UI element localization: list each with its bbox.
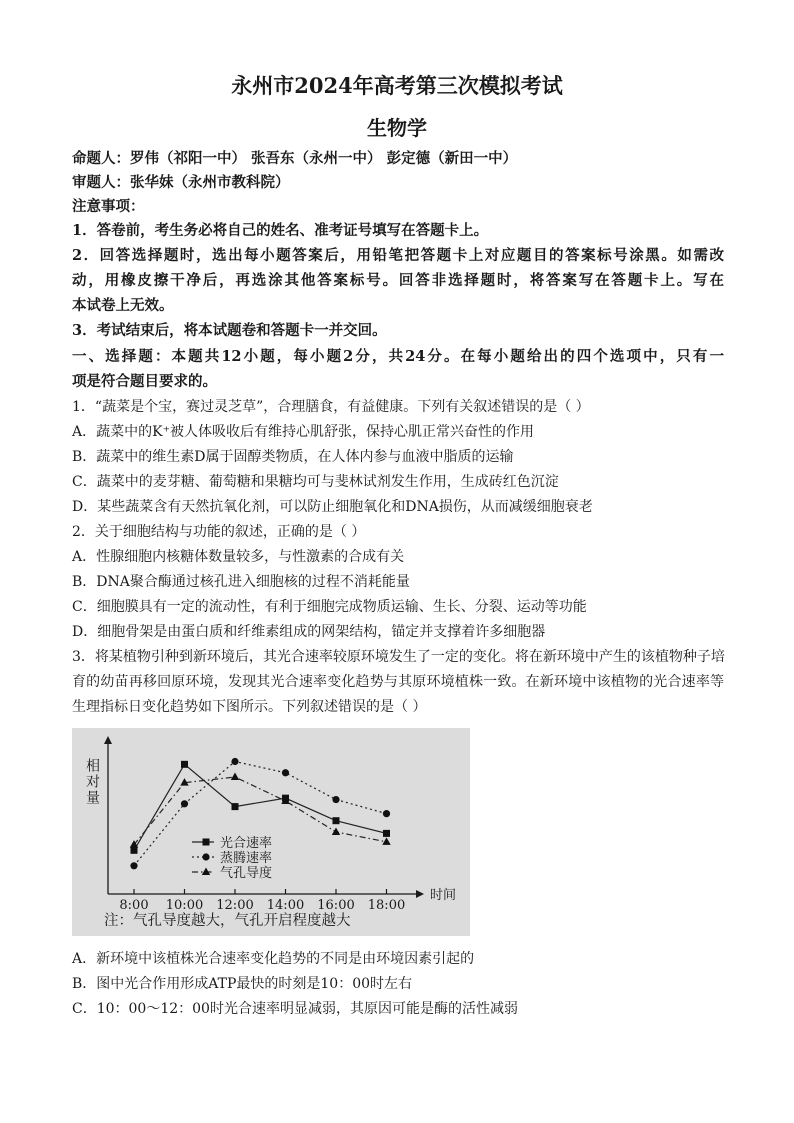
point-square [333,817,340,824]
point-square [232,803,239,810]
notice-item-1: 1．答卷前，考生务必将自己的姓名、准考证号填写在答题卡上。 [72,222,489,239]
legend-label: 气孔导度 [220,866,273,881]
y-axis-arrow [104,736,112,744]
q2-stem: 2．关于细胞结构与功能的叙述，正确的是（ ） [72,524,366,540]
legend-square [203,839,210,846]
q2-option-a: A．性腺细胞内核糖体数量较多，与性激素的合成有关 [72,549,405,565]
q3-option-a: A．新环境中该植株光合速率变化趋势的不同是由环境因素引起的 [72,951,475,967]
notice-item-2: 2．回答选择题时，选出每小题答案后，用铅笔把答题卡上对应题目的答案标号涂黑。如需改 [72,247,724,264]
legend-circle [202,853,209,860]
point-circle [282,769,289,776]
q1-option-c: C．蔬菜中的麦芽糖、葡萄糖和果糖均可与斐林试剂发生作用，生成砖红色沉淀 [72,474,559,490]
point-circle [332,796,339,803]
q3-option-c: C．10：00～12：00时光合速率明显减弱，其原因可能是酶的活性减弱 [72,1001,518,1017]
legend-label: 光合速率 [220,836,273,851]
y-axis-label: 相对量 [84,758,100,806]
subject-title: 生物学 [367,116,427,140]
q1-option-a: A．蔬菜中的K⁺被人体吸收后有维持心肌舒张，保持心肌正常兴奋性的作用 [72,424,534,440]
point-circle [181,800,188,807]
notice-heading: 注意事项： [72,198,145,215]
point-square [181,761,188,768]
point-triangle [332,827,340,835]
q2-option-b: B．DNA聚合酶通过核孔进入细胞核的过程不消耗能量 [72,574,410,590]
notice-item-3: 3．考试结束后，将本试题卷和答题卡一并交回。 [72,322,387,339]
x-tick-label: 14:00 [266,898,305,913]
q1-option-b: B．蔬菜中的维生素D属于固醇类物质，在人体内参与血液中脂质的运输 [72,449,514,465]
exam-title: 永州市2024年高考第三次模拟考试 [231,73,563,98]
section-heading-cont: 项是符合题目要求的。 [72,373,217,390]
q3-option-b: B．图中光合作用形成ATP最快的时刻是10：00时左右 [72,976,413,992]
x-tick-label: 10:00 [165,898,204,913]
q1-option-d: D．某些蔬菜含有天然抗氧化剂，可以防止细胞氧化和DNA损伤，从而减缓细胞衰老 [72,499,593,515]
x-tick-label: 16:00 [317,898,355,913]
legend-triangle [202,868,210,876]
point-circle [383,810,390,817]
x-tick-label: 8:00 [119,898,149,913]
notice-item-2-cont: 动，用橡皮擦干净后，再选涂其他答案标号。回答非选择题时，将答案写在答题卡上。写在 [72,272,724,289]
q3-stem-1: 3．将某植物引种到新环境后，其光合速率较原环境发生了一定的变化。将在新环境中产生的该植物种子培 [72,649,725,665]
point-triangle [382,837,390,845]
point-square [383,830,390,837]
legend-label: 蒸腾速率 [220,851,273,866]
point-circle [130,862,137,869]
point-square [131,847,138,854]
x-axis-label: 时间 [430,888,457,903]
q3-stem-2: 育的幼苗再移回原环境，发现其光合速率变化趋势与其原环境植株一致。在新环境中该植物的光合速率等 [72,674,724,690]
chart-note: 注：气孔导度越大，气孔开启程度越大 [104,913,351,929]
authors-line: 命题人：罗伟（祁阳一中） 张吾东（永州一中） 彭定德（新田一中） [72,150,518,167]
x-tick-label: 12:00 [216,898,254,913]
section-heading: 一、选择题：本题共12小题，每小题2分，共24分。在每小题给出的四个选项中，只有一 [72,348,724,365]
point-triangle [231,773,239,781]
line-chart [72,728,470,936]
q2-option-d: D．细胞骨架是由蛋白质和纤维素组成的网架结构，锚定并支撑着许多细胞器 [72,624,546,640]
reviewer-line: 审题人：张华妹（永州市教科院） [72,174,290,191]
q3-stem-3: 生理指标日变化趋势如下图所示。下列叙述错误的是（ ） [72,699,427,715]
point-circle [231,758,238,765]
q1-stem: 1．“蔬菜是个宝，赛过灵芝草”，合理膳食，有益健康。下列有关叙述错误的是（ ） [72,399,590,415]
x-tick-label: 18:00 [367,898,406,913]
notice-item-2-end: 本试卷上无效。 [72,297,174,314]
series-line-2 [134,777,387,845]
x-axis-arrow [416,890,424,898]
chart-figure [72,728,470,936]
q2-option-c: C．细胞膜具有一定的流动性，有利于细胞完成物质运输、生长、分裂、运动等功能 [72,599,587,615]
